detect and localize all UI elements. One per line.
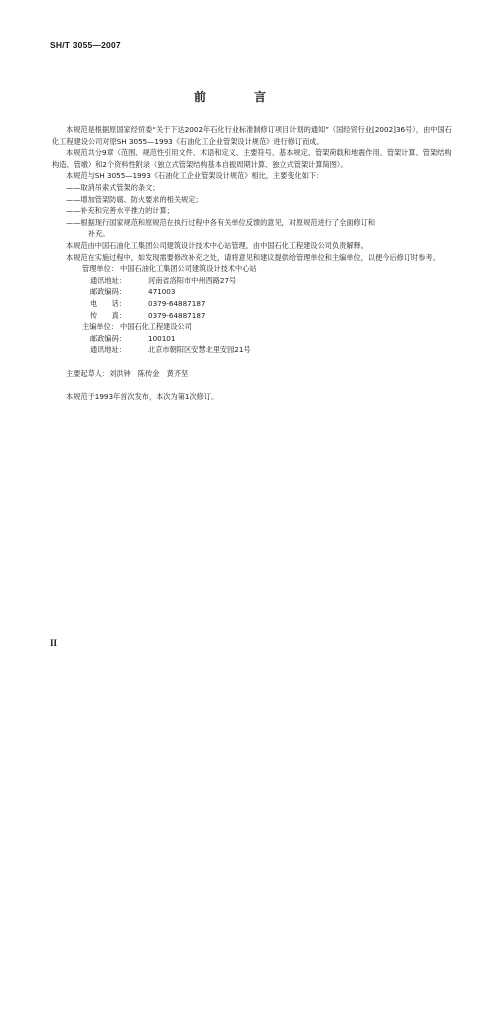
paragraph-feedback: 本规范在实施过程中，如发现需要修改补充之处，请将意见和建议提供给管理单位和主编单位，以便今后修订时参考。 (66, 252, 440, 262)
management-phone: 0379-64887187 (148, 298, 206, 308)
paragraph-basis: 本规范是根据原国家经贸委“关于下达2002年石化行业标准制修订项目计划的通知”（国经贸行业[2002]36号），由中国石化工程建设公司对原SH 3055—1993《石油化工企业管架设计规范》进行修订而成。 (52, 125, 452, 146)
management-address: 河南省洛阳市中州西路27号 (148, 275, 237, 285)
management-label: 管理单位： (82, 264, 118, 274)
management-phone-label: 电 话： (90, 298, 126, 308)
preface-body (52, 124, 452, 403)
editor-address-label: 通讯地址： (90, 345, 126, 355)
editor-address: 北京市朝阳区安慧北里安园21号 (148, 345, 251, 355)
main-drafters: 主要起草人：刘洪钟 陈传金 黄齐坚 (66, 368, 189, 378)
management-postcode: 471003 (148, 287, 176, 297)
management-postcode-label: 邮政编码： (90, 287, 126, 297)
editor-postcode-label: 邮政编码： (90, 333, 126, 343)
change-item: ——补充和完善水平推力的计算； (66, 206, 174, 216)
editor-label: 主编单位： (82, 322, 118, 332)
paragraph-structure: 本规范共分9章（范围、规范性引用文件、术语和定义、主要符号、基本规定、管架荷载和地震作用、管架计算、管架结构构造、管墩）和2个资料性附录（独立式管架结构基本自振周期计算、独立式管架计算简图）。 (52, 148, 452, 169)
management-fax: 0379-64887187 (148, 310, 206, 320)
management-name: 中国石油化工集团公司建筑设计技术中心站 (120, 264, 257, 274)
publication-history: 本规范于1993年首次发布，本次为第1次修订。 (66, 392, 219, 402)
editor-unit-info (52, 321, 452, 356)
change-item-continuation: 补充。 (88, 229, 110, 239)
change-item: ——增加管架防腐、防火要求的相关规定； (66, 194, 203, 204)
change-item: ——取消吊索式管架的条文； (66, 182, 160, 192)
paragraph-management: 本规范由中国石油化工集团公司建筑设计技术中心站管理，由中国石化工程建设公司负责解释。 (66, 240, 368, 250)
paragraph-changes-intro: 本规范与SH 3055—1993《石油化工企业管架设计规范》相比，主要变化如下： (66, 171, 324, 181)
page-number: II (50, 638, 58, 648)
editor-name: 中国石化工程建设公司 (120, 322, 192, 332)
management-address-label: 通讯地址： (90, 275, 126, 285)
management-fax-label: 传 真： (90, 310, 126, 320)
standard-code: SH/T 3055—2007 (50, 40, 121, 50)
change-item: ——根据现行国家规范和原规范在执行过程中各有关单位反馈的意见，对原规范进行了全面修订和 (66, 217, 376, 227)
page-title: 前 言 (193, 90, 284, 104)
editor-postcode: 100101 (148, 333, 176, 343)
management-unit-info (52, 263, 452, 321)
